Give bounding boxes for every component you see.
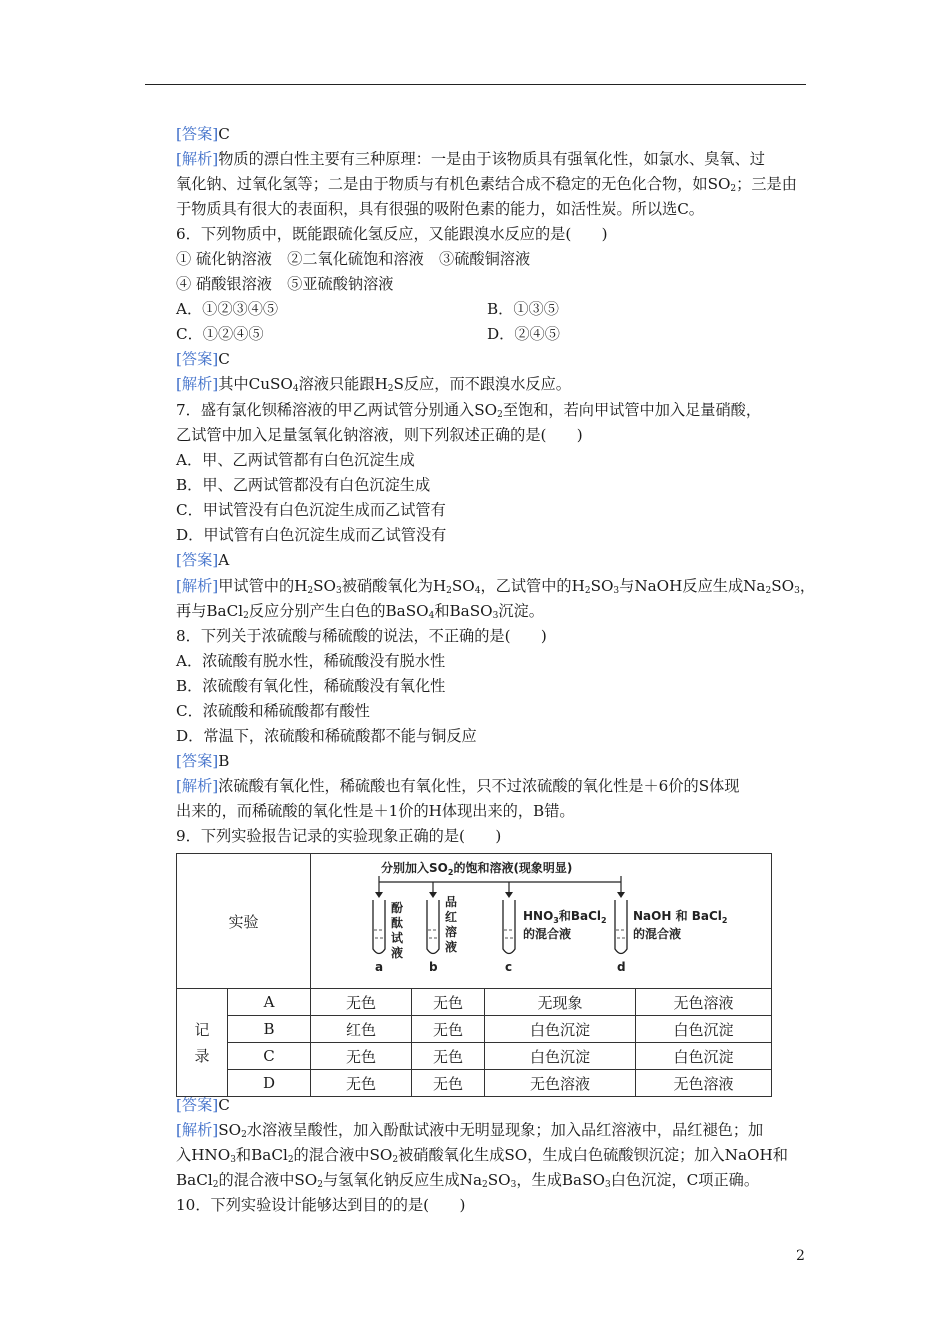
arrow-d-head [617,892,625,898]
q9-analysis-line1: [解析]$SO_2$水溶液呈酸性，加入酚酞试液中无明显现象；加入品红溶液中，品红褪色；加 [176,1121,764,1140]
arrow-a-head [375,892,383,898]
tube-b-label-2: 红 [445,910,458,924]
figure-title: 分别加入$SO_2$的饱和溶液(现象明显) [381,861,573,877]
q8-analysis-line1: [解析]浓硫酸有氧化性，稀硫酸也有氧化性，只不过浓硫酸的氧化性是＋6价的S体现 [176,777,740,795]
cell-b: 无色 [412,1070,485,1097]
tube-a-label-3: 试 [391,931,404,945]
tube-letter-a: a [375,960,384,974]
q7-analysis-line1: [解析]甲试管中的$H_2SO_3$被硝酸氧化为$H_2SO_4$，乙试管中的$H_2SO_3$与NaOH反应生成$Na_2SO_3$， [176,577,815,596]
table-row [177,989,772,1016]
tube-b-label-1: 品 [445,895,458,909]
tube-c-label-1: $HNO_3$和BaCl$_2$ [523,909,607,925]
cell-b: 无色 [412,1016,485,1043]
tube-d-label-2: 的混合液 [633,927,682,941]
cell-a: 无色 [311,1070,412,1097]
test-tubes-figure [311,854,771,984]
cell-c: 无色溶液 [485,1070,636,1097]
q8-stem: 8．下列关于浓硫酸与稀硫酸的说法，不正确的是( ) [176,627,547,645]
experiment-figure [311,854,772,989]
row-option: C [228,1043,311,1070]
q6-option-c: C．①②④⑤ [176,325,264,343]
test-tube-d [615,900,627,954]
q6-items-2: ④ 硝酸银溶液 ⑤亚硫酸钠溶液 [176,275,394,293]
row-option: B [228,1016,311,1043]
header-rule [145,84,806,85]
table-header-experiment: 实验 [177,854,311,989]
cell-d: 无色溶液 [636,1070,772,1097]
q7-option-b: B．甲、乙两试管都没有白色沉淀生成 [176,476,431,494]
q5-analysis-line1: [解析]物质的漂白性主要有三种原理：一是由于该物质具有强氧化性，如氯水、臭氧、过 [176,150,765,168]
table-row [177,1016,772,1043]
cell-c: 白色沉淀 [485,1016,636,1043]
cell-d: 白色沉淀 [636,1043,772,1070]
tube-letter-b: b [429,960,438,974]
tube-a-label-1: 酚 [391,901,404,915]
q9-analysis-line3: BaCl$_2$的混合液中$SO_2$与氢氧化钠反应生成$Na_2SO_3$，生成BaSO$_3$白色沉淀，C项正确。 [176,1171,760,1190]
tube-c-label-2: 的混合液 [523,927,572,941]
cell-a: 无色 [311,989,412,1016]
q5-analysis-line3: 于物质具有很大的表面积，具有很强的吸附色素的能力，如活性炭。所以选C。 [176,200,704,218]
cell-a: 红色 [311,1016,412,1043]
tube-letter-d: d [617,960,626,974]
q6-option-b: B．①③⑤ [487,300,559,318]
q9-analysis-line2: 入$HNO_3$和BaCl$_2$的混合液中$SO_2$被硝酸氧化生成SO，生成白色硫酸钡沉淀；加入NaOH和 [176,1146,788,1165]
page-number: 2 [796,1248,805,1264]
q7-option-a: A．甲、乙两试管都有白色沉淀生成 [176,451,415,469]
q6-option-a: A．①②③④⑤ [176,300,279,318]
q7-analysis-line2: 再与BaCl$_2$反应分别产生白色的BaSO$_4$和BaSO$_3$沉淀。 [176,602,544,621]
table-row [177,1070,772,1097]
tube-d-label-1: NaOH 和 BaCl$_2$ [633,909,728,925]
q8-option-a: A．浓硫酸有脱水性，稀硫酸没有脱水性 [176,652,446,670]
q8-option-d: D．常温下，浓硫酸和稀硫酸都不能与铜反应 [176,727,477,745]
table-row [177,1043,772,1070]
cell-b: 无色 [412,989,485,1016]
q6-option-d: D．②④⑤ [487,325,560,343]
row-option: A [228,989,311,1016]
test-tube-a [373,900,385,954]
tube-b-label-3: 溶 [445,925,458,939]
cell-a: 无色 [311,1043,412,1070]
q7-stem-line2: 乙试管中加入足量氢氧化钠溶液，则下列叙述正确的是( ) [176,426,583,444]
q8-option-c: C．浓硫酸和稀硫酸都有酸性 [176,702,370,720]
q7-option-c: C．甲试管没有白色沉淀生成而乙试管有 [176,501,446,519]
q10-stem: 10．下列实验设计能够达到目的的是( ) [176,1196,466,1214]
q6-analysis: [解析]其中CuSO$_4$溶液只能跟$H_2S$反应，而不跟溴水反应。 [176,375,571,394]
tube-a-label-2: 酞 [391,916,404,930]
tube-letter-c: c [505,960,513,974]
q5-answer: [答案]C [176,125,230,143]
arrow-c-head [505,892,513,898]
q5-analysis-line2: 氧化钠、过氧化氢等；二是由于物质与有机色素结合成不稳定的无色化合物，如$SO_2$；三是由 [176,175,797,194]
q6-items-1: ① 硫化钠溶液 ②二氧化硫饱和溶液 ③硫酸铜溶液 [176,250,531,268]
cell-d: 无色溶液 [636,989,772,1016]
arrow-b-head [429,892,437,898]
q6-stem: 6．下列物质中，既能跟硫化氢反应，又能跟溴水反应的是( ) [176,225,608,243]
q9-table [176,853,772,1097]
record-label: 记 录 [177,989,228,1097]
q7-answer: [答案]A [176,551,230,569]
cell-b: 无色 [412,1043,485,1070]
q7-option-d: D．甲试管有白色沉淀生成而乙试管没有 [176,526,447,544]
q9-stem: 9．下列实验报告记录的实验现象正确的是( ) [176,827,502,845]
q8-answer: [答案]B [176,752,230,770]
q6-answer: [答案]C [176,350,230,368]
cell-c: 无现象 [485,989,636,1016]
test-tube-b [427,900,439,954]
q7-stem-line1: 7．盛有氯化钡稀溶液的甲乙两试管分别通入$SO_2$至饱和，若向甲试管中加入足量硝酸， [176,401,762,420]
tube-b-label-4: 液 [445,940,458,954]
q8-analysis-line2: 出来的，而稀硫酸的氧化性是＋1价的H体现出来的，B错。 [176,802,575,820]
cell-c: 白色沉淀 [485,1043,636,1070]
q9-answer: [答案]C [176,1096,230,1114]
q8-option-b: B．浓硫酸有氧化性，稀硫酸没有氧化性 [176,677,446,695]
cell-d: 白色沉淀 [636,1016,772,1043]
test-tube-c [503,900,515,954]
tube-a-label-4: 液 [391,946,404,960]
row-option: D [228,1070,311,1097]
